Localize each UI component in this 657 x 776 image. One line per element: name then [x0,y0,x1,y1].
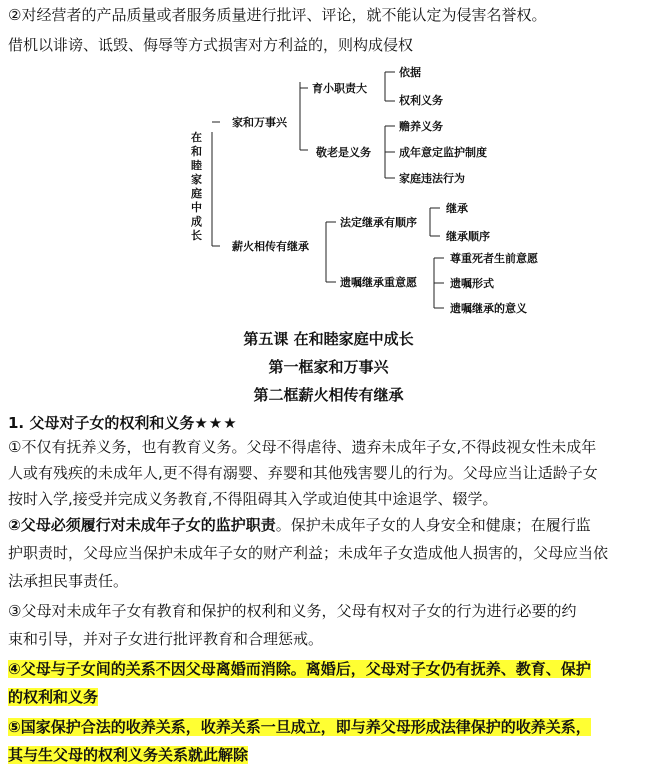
root-char: 庭 [191,187,202,200]
leaf-basis: 依据 [399,66,421,79]
node-testamentary-inheritance: 遗嘱继承重意愿 [340,276,417,289]
paragraph-2-line: 护职责时，父母应当保护未成年子女的财产利益；未成年子女造成他人损害的，父母应当依 [8,544,609,562]
paragraph-2-line [8,514,591,535]
branch-inheritance: 薪火相传有继承 [232,240,309,253]
paragraph-1-line: ①不仅有抚养义务，也有教育义务。父母不得虐待、遗弃未成年子女,不得歧视女性未成年 [8,438,597,456]
mind-map-tree [0,0,657,330]
leaf-family-illegal-acts: 家庭违法行为 [399,172,465,185]
section-heading-text: 1. 父母对子女的权利和义务 [8,414,195,432]
root-char: 中 [191,201,202,214]
paragraph-5-line [8,716,591,737]
leaf-inheritance: 继承 [446,202,468,215]
paragraph-2-rest: 。保护未成年子女的人身安全和健康；在履行监 [275,516,591,534]
highlight: ⑤国家保护合法的收养关系，收养关系一旦成立，即与养父母形成法律保护的收养关系， [8,718,591,736]
paragraph-1-line: 按时入学,接受并完成义务教育,不得阻碍其入学或迫使其中途退学、辍学。 [8,490,498,508]
highlight: 的权利和义务 [8,688,99,706]
leaf-will-form: 遗嘱形式 [450,277,494,290]
root-char: 长 [191,229,202,242]
paragraph-5-line [8,744,248,765]
root-char: 成 [191,215,202,228]
leaf-support-duty: 赡养义务 [399,120,443,133]
root-char: 在 [191,131,202,144]
frame1-title: 第一框家和万事兴 [268,358,389,376]
tree-root [190,130,202,242]
branch-family-harmony: 家和万事兴 [232,116,287,129]
section-heading [8,412,238,433]
node-elder-care: 敬老是义务 [316,146,371,159]
paragraph-4-line [8,686,98,707]
intro-line-1: ②对经营者的产品质量或者服务质量进行批评、评论，就不能认定为侵害名誉权。 [8,6,547,24]
leaf-adult-guardianship: 成年意定监护制度 [399,146,487,159]
importance-stars: ★★★ [194,414,238,432]
paragraph-1-line: 人或有残疾的未成年人,更不得有溺婴、弃婴和其他残害婴儿的行为。父母应当让适龄子女 [8,464,598,482]
leaf-inheritance-order: 继承顺序 [446,230,490,243]
frame2-title: 第二框薪火相传有继承 [253,386,404,404]
node-statutory-inheritance: 法定继承有顺序 [340,216,417,229]
root-char: 和 [191,145,202,158]
leaf-will-significance: 遗嘱继承的意义 [450,302,527,315]
paragraph-2-line: 法承担民事责任。 [8,572,129,590]
root-char: 家 [191,173,202,186]
highlight: ④父母与子女间的关系不因父母离婚而消除。离婚后，父母对子女仍有抚养、教育、保护 [8,660,591,678]
node-raising-children: 育小职责大 [312,82,367,95]
paragraph-4-line [8,658,591,679]
intro-line-2: 借机以诽谤、诋毁、侮辱等方式损害对方利益的，则构成侵权 [8,36,414,54]
highlight: 其与生父母的权利义务关系就此解除 [8,746,249,764]
leaf-rights-duties: 权利义务 [399,94,443,107]
leaf-respect-wishes: 尊重死者生前意愿 [450,252,538,265]
paragraph-3-line: 束和引导，并对子女进行批评教育和合理惩戒。 [8,630,324,648]
lesson-title: 第五课 在和睦家庭中成长 [243,330,414,348]
root-char: 睦 [191,159,202,172]
paragraph-3-line: ③父母对未成年子女有教育和保护的权利和义务，父母有权对子女的行为进行必要的约 [8,602,577,620]
guardianship-bold: ②父母必须履行对未成年子女的监护职责 [8,516,276,534]
